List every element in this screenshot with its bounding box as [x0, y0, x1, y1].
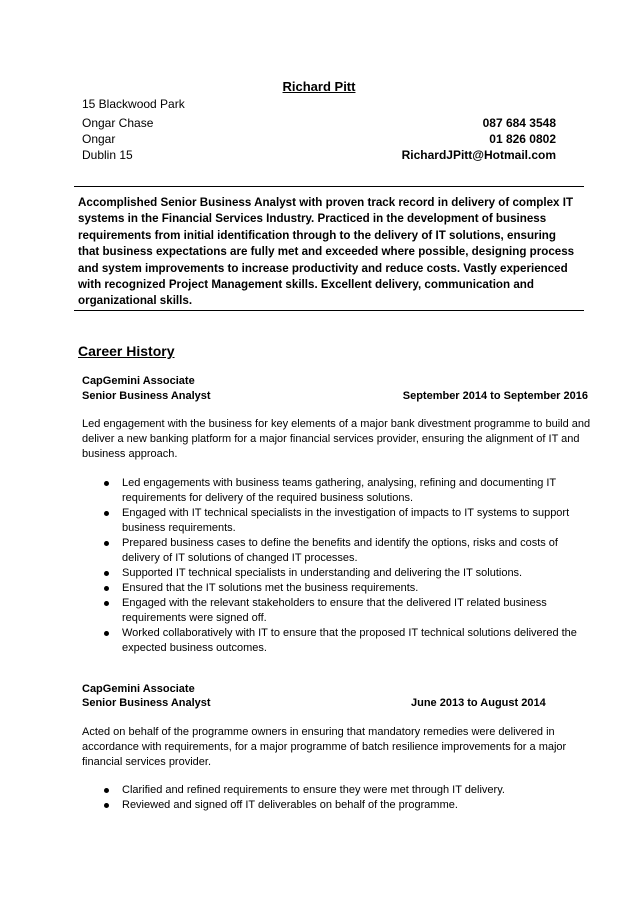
job-1-role: Senior Business Analyst [82, 390, 211, 402]
bullet-icon [104, 788, 109, 793]
candidate-name: Richard Pitt [282, 79, 356, 94]
job-2-dates: June 2013 to August 2014 [411, 697, 546, 709]
list-item: Led engagements with business teams gathering, analysing, refining and documenting IT requirements for delivery of the required business solutions. [82, 476, 592, 506]
career-history-title: Career History [78, 343, 175, 359]
list-item: Ensured that the IT solutions met the business requirements. [82, 581, 592, 596]
job-2-role: Senior Business Analyst [82, 697, 211, 709]
mobile-phone: 087 684 3548 [482, 116, 556, 130]
job-1-bullet-list [82, 476, 592, 656]
address-line-1: 15 Blackwood Park [82, 97, 185, 111]
bullet-icon [104, 803, 109, 808]
job-2-description: Acted on behalf of the programme owners in ensuring that mandatory remedies were delivered in accordance with requirements, for a major programme of batch resilience improvements for a major financial services provider. [82, 726, 567, 768]
job-2-company: CapGemini Associate [82, 683, 195, 695]
job-1-company: CapGemini Associate [82, 375, 195, 387]
profile-summary: Accomplished Senior Business Analyst with proven track record in delivery of complex IT systems in the Financial Services Industry. Practiced in the development of business requirements from initial identification through to the delivery of IT solutions, ensuring that business expectations are fully met and exceeded where possible, designing process and system improvements to increase productivity and reduce costs. Vastly experienced with recognized Project Management skills. Excellent delivery, communication and organizational skills. [78, 196, 575, 308]
job-2-bullet-list [82, 783, 592, 813]
bullet-icon [104, 571, 109, 576]
address-line-4: Dublin 15 [82, 148, 133, 162]
divider-top [74, 186, 584, 187]
address-line-2: Ongar Chase [82, 116, 154, 130]
bullet-icon [104, 586, 109, 591]
bullet-icon [104, 511, 109, 516]
address-line-3: Ongar [82, 132, 116, 146]
job-1-description: Led engagement with the business for key elements of a major bank divestment programme to build and deliver a new banking platform for a major financial services provider, ensuring the alignment of IT and business approach. [82, 418, 591, 460]
list-item: Prepared business cases to define the benefits and identify the options, risks and costs of delivery of IT solutions of changed IT processes. [82, 536, 592, 566]
bullet-icon [104, 541, 109, 546]
bullet-icon [104, 481, 109, 486]
list-item: Supported IT technical specialists in understanding and delivering the IT solutions. [82, 566, 592, 581]
job-1-dates: September 2014 to September 2016 [402, 390, 588, 402]
list-item: Worked collaboratively with IT to ensure that the proposed IT technical solutions delivered the expected business outcomes. [82, 626, 592, 656]
email-address: RichardJPitt@Hotmail.com [401, 148, 556, 162]
divider-bottom [74, 310, 584, 311]
bullet-icon [104, 631, 109, 636]
list-item: Engaged with the relevant stakeholders to ensure that the delivered IT related business requirements were signed off. [82, 596, 592, 626]
landline-phone: 01 826 0802 [489, 132, 556, 146]
list-item: Reviewed and signed off IT deliverables on behalf of the programme. [82, 798, 592, 813]
list-item: Clarified and refined requirements to ensure they were met through IT delivery. [82, 783, 592, 798]
bullet-icon [104, 601, 109, 606]
list-item: Engaged with IT technical specialists in the investigation of impacts to IT systems to support business requirements. [82, 506, 592, 536]
